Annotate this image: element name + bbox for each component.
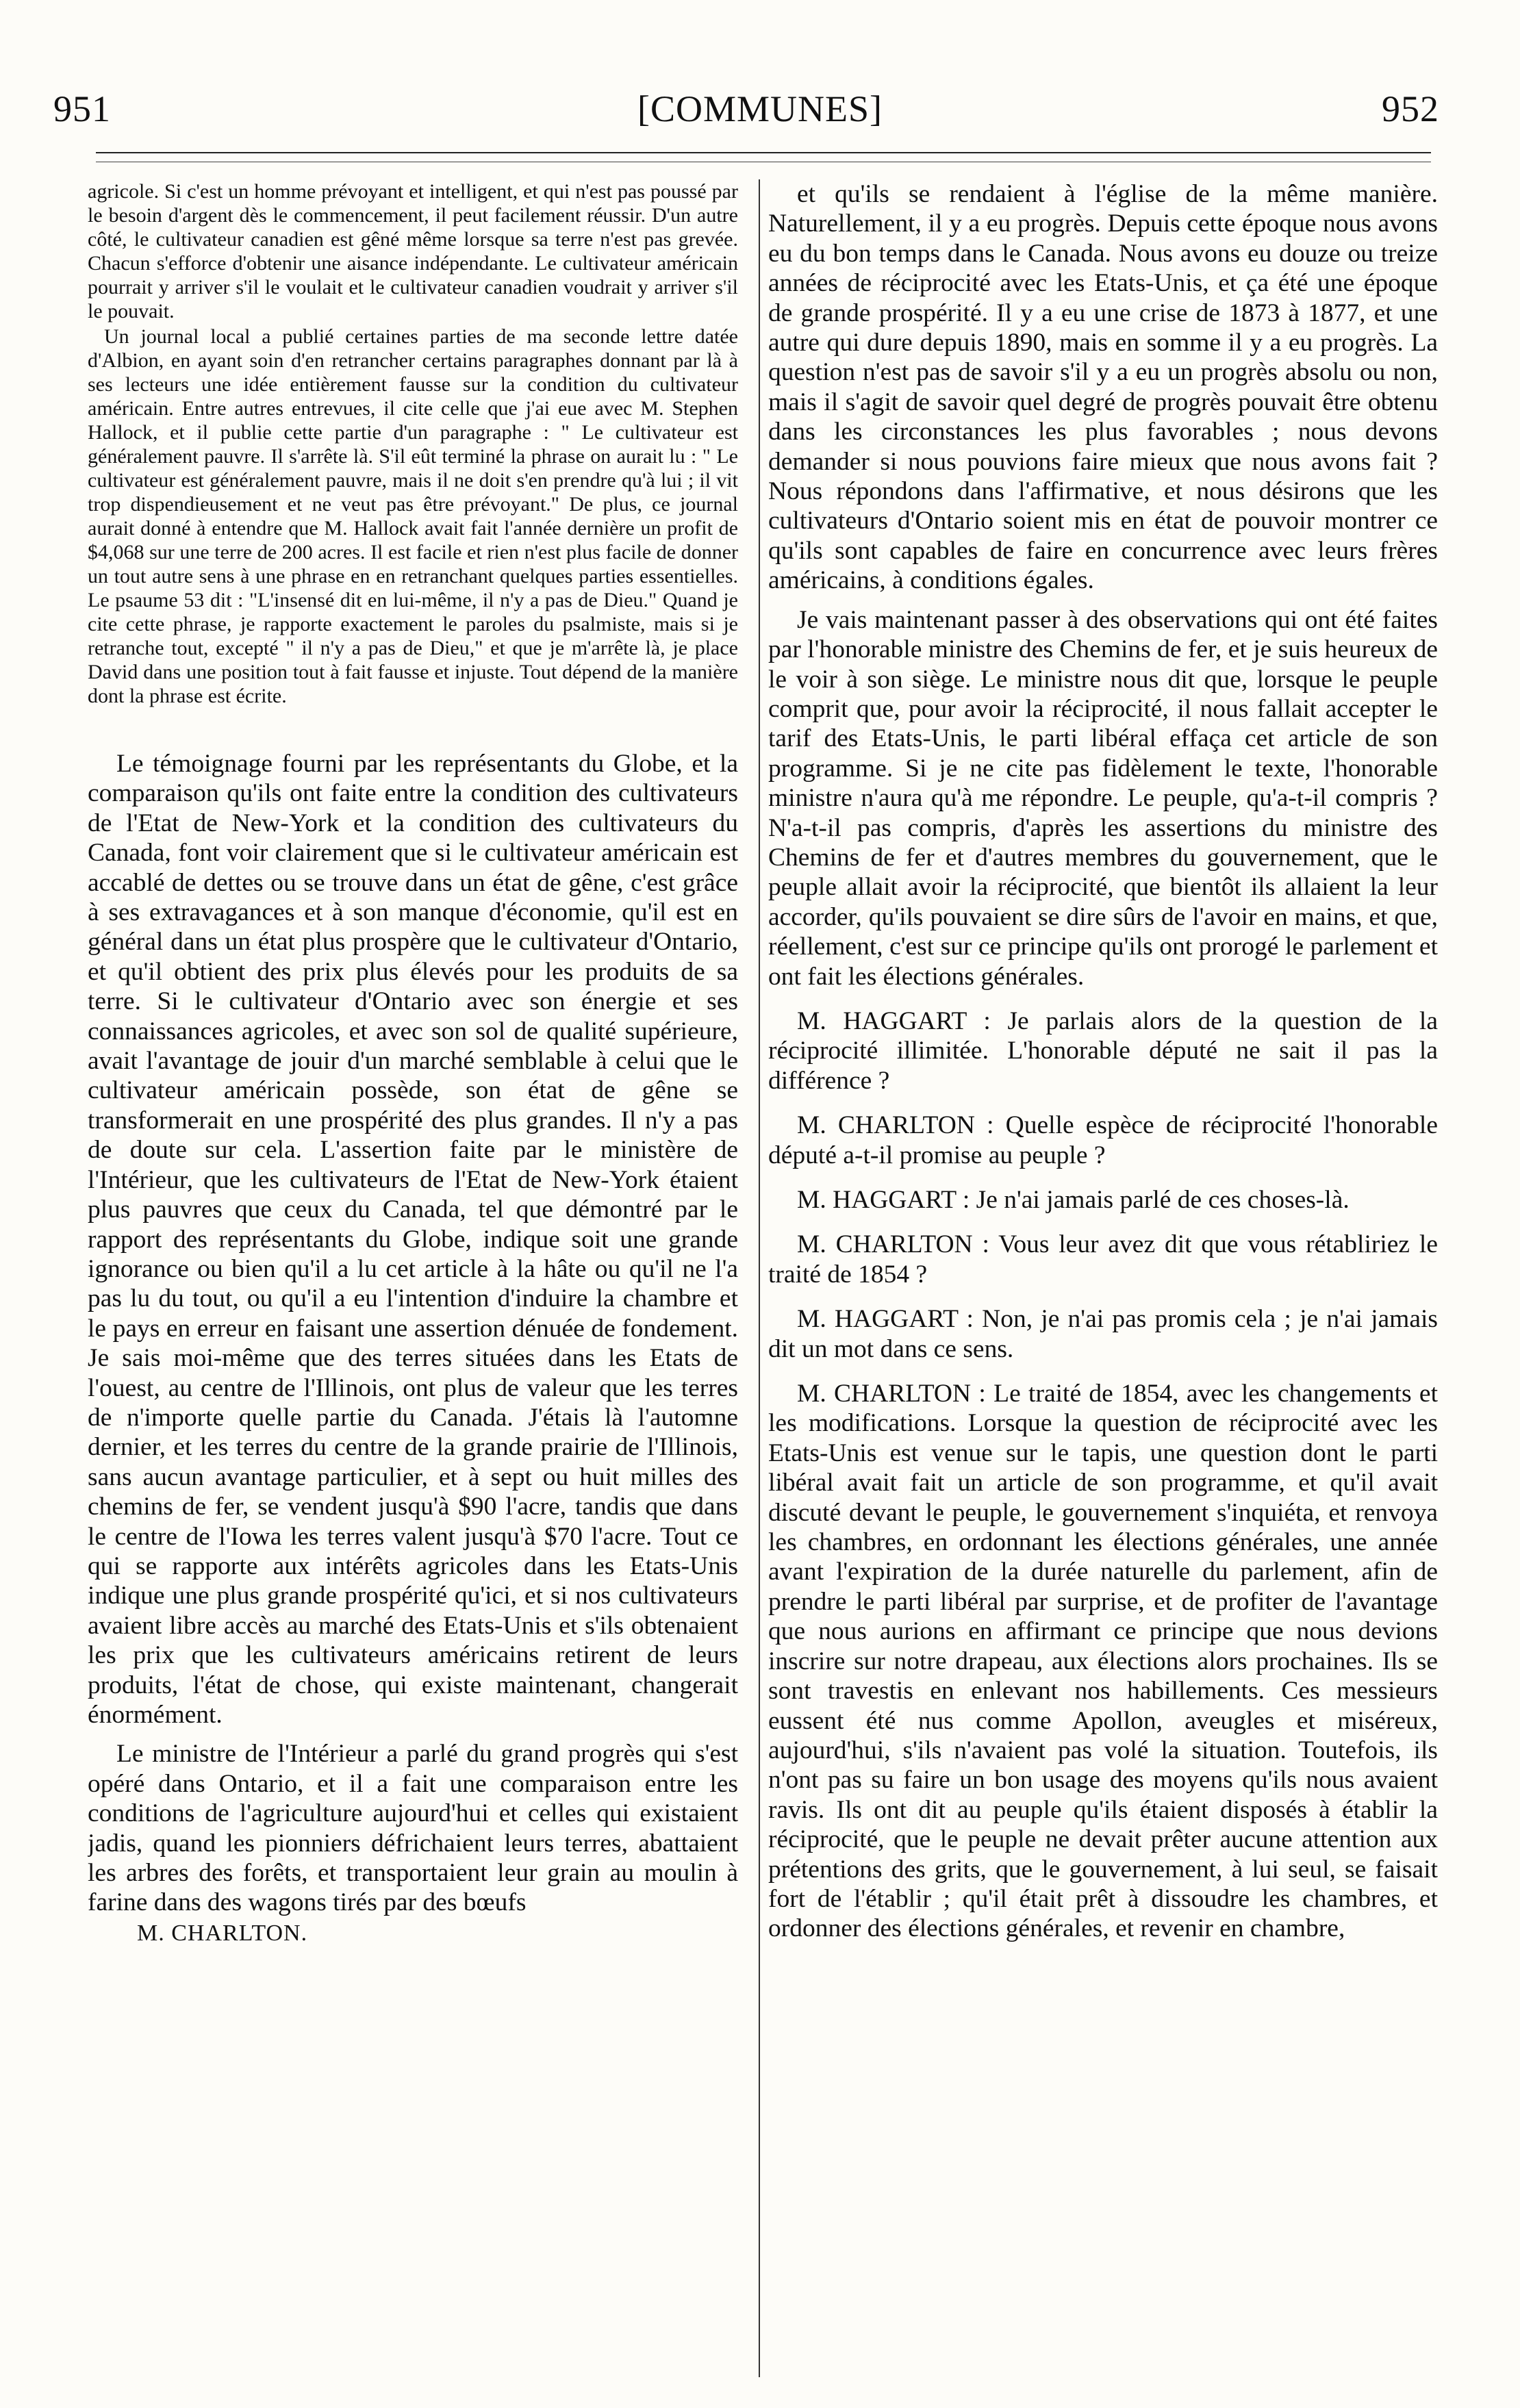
speech-text [88,749,738,1918]
paragraph: Le ministre de l'Intérieur a parlé du grand progrès qui s'est opéré dans Ontario, et il a fait une comparaison entre les conditions de l'agriculture aujourd'hui et celles qui existaient jadis, quand les pionniers défrichaient leurs terres, abattaient les arbres des forêts, et transportaient leur grain au moulin à farine dans des wagons tirés par des bœufs [88,1740,738,1917]
speaker-paragraph: M. HAGGART : Non, je n'ai pas promis cela ; je n'ai jamais dit un mot dans ce sens. [768,1305,1438,1363]
quote-paragraph: Un journal local a publié certaines parties de ma seconde lettre datée d'Albion, en ayant soin d'en retrancher certains paragraphes donnant par là à ses lecteurs une idée entièrement fausse sur la condition du cultivateur américain. Entre autres entrevues, il cite celle que j'ai eue avec M. Stephen Hallock, et il publie cette partie d'un paragraphe : " Le cultivateur est généralement pauvre. Il s'arrête là. S'il eût terminé la phrase on aurait lu : " Le cultivateur est généralement pauvre, mais il ne doit s'en prendre qu'à lui ; il vit trop dispendieusement et ne veut pas être prévoyant." De plus, ce journal aurait donné à entendre que M. Hallock avait fait l'année dernière un profit de $4,068 sur une terre de 200 acres. Il est facile et rien n'est plus facile de donner un tout autre sens à une phrase en en retranchant quelques parties essentielles. Le psaume 53 dit : "L'insensé dit en lui-même, il n'y a pas de Dieu." Quand je cite cette phrase, je rapporte exactement le paroles du psalmiste, mais si je retranche tout, excepté " il n'y a pas de Dieu," et que je m'arrête là, je place David dans une position tout à fait fausse et injuste. Tout dépend de la manière dont la phrase est écrite. [88,325,738,707]
right-column [768,179,1438,1944]
quote-paragraph: agricole. Si c'est un homme prévoyant et intelligent, et qui n'est pas poussé par le besoin d'argent dès le commencement, il peut facilement réussir. D'un autre côté, le cultivateur canadien est gêné même lorsque sa terre n'est pas grevée. Chacun s'efforce d'obtenir une aisance indépendante. Le cultivateur américain pourrait y arriver s'il le voulait et le cultivateur canadien voudrait y arriver s'il le pouvait. [88,180,738,322]
header-rule [96,152,1431,153]
speaker-signature: M. CHARLTON. [137,1920,308,1946]
paragraph: Le témoignage fourni par les représentants du Globe, et la comparaison qu'ils ont faite entre la condition des cultivateurs de l'Etat de New-York et la condition des cultivateurs du Canada, font voir clairement que si le cultivateur américain est accablé de dettes ou se trouve dans un état de gêne, c'est grâce à ses extravagances et à son manque d'économie, qu'il est en général dans un état plus prospère que le cultivateur d'Ontario, et qu'il obtient des prix plus élevés pour les produits de sa terre. Si le cultivateur d'Ontario avec son énergie et ses connaissances agricoles, et avec son sol de qualité supérieure, avait l'avantage de jouir d'un marché semblable à celui que le cultivateur américain possède, son état de gêne se transformerait en une prospérité des plus grandes. Il n'y a pas de doute sur cela. L'assertion faite par le ministère de l'Intérieur, que les cultivateurs de l'Etat de New-York étaient plus pauvres que ceux du Canada, tel que démontré par le rapport des représentants du Globe, indique soit une grande ignorance ou bien qu'il a lu cet article à la hâte ou qu'il ne l'a pas lu du tout, ou qu'il a eu l'intention d'induire la chambre et le pays en erreur en faisant une assertion dénuée de fondement. Je sais moi-même que des terres situées dans les Etats de l'ouest, au centre de l'Illinois, ont plus de valeur que les terres de n'importe quelle partie du Canada. J'étais là l'automne dernier, et les terres du centre de la grande prairie de l'Illinois, sans aucun avantage particulier, et à sept ou huit milles des chemins de fer, se vendent jusqu'à $90 l'acre, tandis que dans le centre de l'Iowa les terres valent jusqu'à $70 l'acre. Tout ce qui se rapporte aux intérêts agricoles dans les Etats-Unis indique une plus grande prospérité qu'ici, et si nos cultivateurs avaient libre accès au marché des Etats-Unis et s'ils obtenaient les prix que les cultivateurs américains retirent de leurs produits, l'état de chose, qui existe maintenant, changerait énormément. [88,750,738,1729]
paragraph: Je vais maintenant passer à des observations qui ont été faites par l'honorable ministre des Chemins de fer, et je suis heureux de le voir à son siège. Le ministre nous dit que, lorsque le peuple comprit que, pour avoir la réciprocité, il nous fallait accepter le tarif des Etats-Unis, le parti libéral effaça cet article de son programme. Si je ne cite pas fidèlement le texte, l'honorable ministre n'aura qu'à me répondre. Le peuple, qu'a-t-il compris ? N'a-t-il pas compris, d'après les assertions du ministre des Chemins de fer et d'autres membres du gouvernement, que le peuple allait avoir la réciprocité, que bientôt ils allaient la leur accorder, qu'ils pouvaient se dire sûrs de l'avoir en mains, et que, réellement, c'est sur ce principe qu'ils ont prorogé le parlement et ont fait les élections générales. [768,605,1438,991]
page-number-right: 952 [1382,88,1439,129]
speaker-paragraph: M. CHARLTON : Vous leur avez dit que vous rétabliriez le traité de 1854 ? [768,1230,1438,1289]
column-divider [759,179,760,2377]
speaker-paragraph: M. CHARLTON : Le traité de 1854, avec les changements et les modifications. Lorsque la question de réciprocité avec les Etats-Unis est venue sur le tapis, une question dont le parti libéral avait fait un article de son programme, et qu'il avait discuté devant le peuple, le gouvernement s'inquiéta, et renvoya les chambres, en ordonnant les élections générales, une année avant l'expiration de la durée naturelle du parlement, afin de prendre le parti libéral par surprise, et de profiter de l'avantage que nous aurions en affirmant ce principe que nous devions inscrire sur notre drapeau, aux élections alors prochaines. Ils se sont travestis en enlevant nos habillements. Ces messieurs eussent été nus comme Apollon, aveugles et miséreux, aujourd'hui, s'ils n'avaient pas volé la situation. Toutefois, ils n'ont pas su faire un bon usage des moyens qu'ils nous avaient ravis. Ils ont dit au peuple qu'ils étaient disposés à établir la réciprocité, que le peuple ne devait prêter aucune attention aux prétentions des grits, que le gouvernement, à lui seul, se faisait fort de l'établir ; qu'il était prêt à dissoudre les chambres, et ordonner des élections générales, et revenir en chambre, [768,1380,1438,1943]
page-number-left: 951 [53,88,111,129]
paragraph: et qu'ils se rendaient à l'église de la même manière. Naturellement, il y a eu progrès. Depuis cette époque nous avons eu du bon temps dans le Canada. Nous avons eu douze ou treize années de réciprocité avec les Etats-Unis, et ça été une époque de grande prospérité. Il y a eu une crise de 1873 à 1877, et une autre qui dure depuis 1890, mais en somme il y a eu progrès. La question n'est pas de savoir s'il y a eu un progrès absolu ou non, mais il s'agit de savoir quel degré de progrès pouvait être obtenu dans les circonstances les plus favorables ; nous devons demander si nous pouvions faire mieux que nous avons fait ? Nous répondons dans l'affirmative, et nous désirons que les cultivateurs d'Ontario soient mis en état de pouvoir montrer ce qu'ils sont capables de faire en concurrence avec leurs frères américains, à conditions égales. [768,180,1438,595]
left-column [88,179,738,1947]
speaker-paragraph: M. HAGGART : Je n'ai jamais parlé de ces choses-là. [797,1186,1350,1214]
quoted-letter [88,179,738,708]
speaker-paragraph: M. CHARLTON : Quelle espèce de réciprocité l'honorable député a-t-il promise au peuple ? [768,1111,1438,1169]
running-header: [COMMUNES] [637,88,883,129]
speaker-paragraph: M. HAGGART : Je parlais alors de la question de la réciprocité illimitée. L'honorable député ne sait il pas la différence ? [768,1006,1438,1095]
